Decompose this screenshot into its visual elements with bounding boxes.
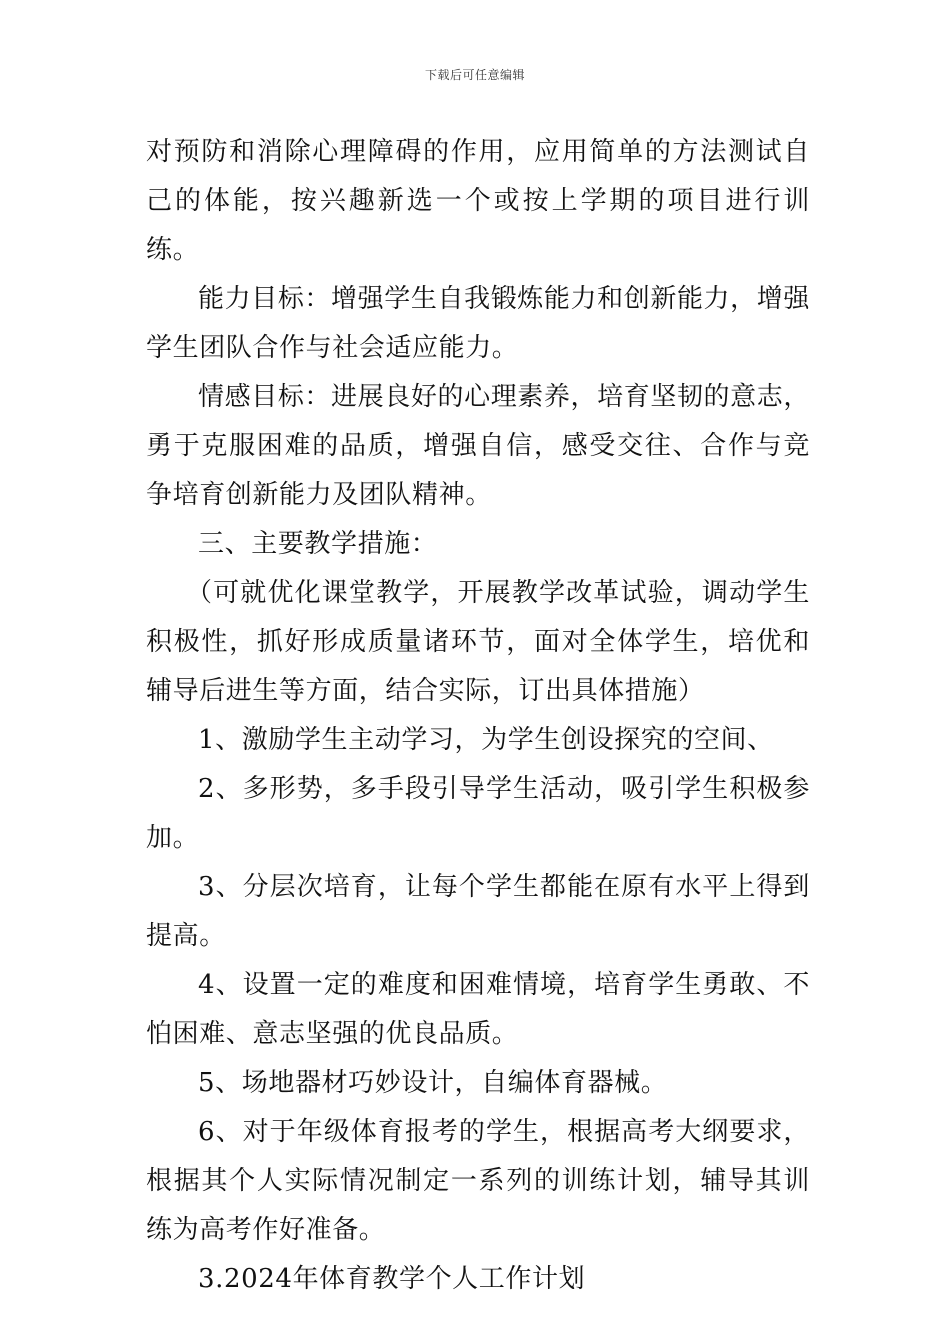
section-title-2024-plan: 3.2024年体育教学个人工作计划 bbox=[198, 1264, 586, 1294]
list-item-1: 1、激励学生主动学习，为学生创设探究的空间、 bbox=[198, 725, 774, 755]
list-item-4: 4、设置一定的难度和困难情境，培育学生勇敢、不怕困难、意志坚强的优良品质。 bbox=[146, 970, 810, 1049]
list-item-3: 3、分层次培育，让每个学生都能在原有水平上得到提高。 bbox=[146, 872, 810, 951]
paragraph-continuation: 对预防和消除心理障碍的作用，应用简单的方法测试自己的体能，按兴趣新选一个或按上学期的项目进行训练。 bbox=[146, 137, 810, 265]
document-body bbox=[146, 128, 810, 1304]
paragraph-ability-goal: 能力目标：增强学生自我锻炼能力和创新能力，增强学生团队合作与社会适应能力。 bbox=[146, 284, 810, 363]
paragraph-emotion-goal: 情感目标：进展良好的心理素养，培育坚韧的意志，勇于克服困难的品质，增强自信，感受交往、合作与竞争培育创新能力及团队精神。 bbox=[146, 382, 810, 510]
section-heading-measures: 三、主要教学措施： bbox=[198, 529, 438, 559]
list-item-6: 6、对于年级体育报考的学生，根据高考大纲要求，根据其个人实际情况制定一系列的训练计划，辅导其训练为高考作好准备。 bbox=[146, 1117, 810, 1245]
list-item-5: 5、场地器材巧妙设计，自编体育器械。 bbox=[198, 1068, 668, 1098]
paragraph-measures-note: （可就优化课堂教学，开展教学改革试验，调动学生积极性，抓好形成质量诸环节，面对全体学生，培优和辅导后进生等方面，结合实际，订出具体措施） bbox=[146, 578, 810, 706]
page-header: 下载后可任意编辑 bbox=[424, 68, 525, 82]
list-item-2: 2、多形势，多手段引导学生活动，吸引学生积极参加。 bbox=[146, 774, 810, 853]
